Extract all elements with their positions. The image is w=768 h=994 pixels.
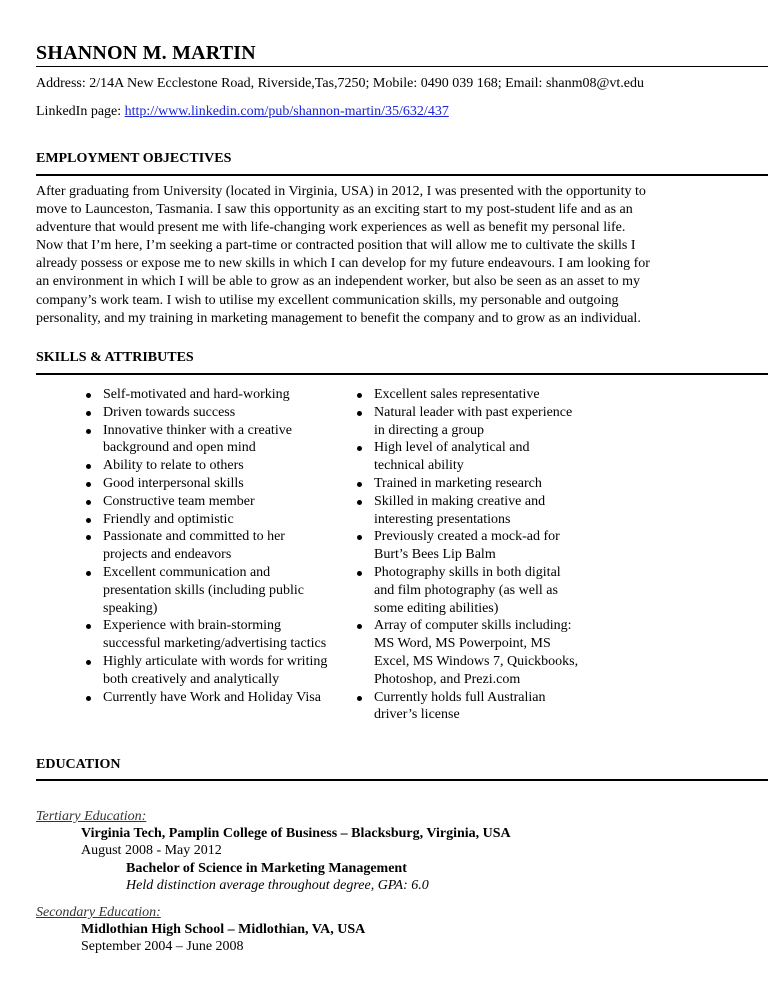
skill-item-text: Excel, MS Windows 7, Quickbooks, (374, 653, 579, 669)
secondary-dates: September 2004 – June 2008 (81, 939, 244, 954)
bullet-icon (86, 500, 91, 505)
bullet-icon (86, 482, 91, 487)
skill-item-text: Excellent communication and (103, 564, 271, 580)
bullet-icon (357, 411, 362, 416)
skills-divider (36, 373, 768, 375)
skills-list-right (357, 386, 578, 724)
skill-item-text: projects and endeavors (103, 547, 232, 563)
linkedin-label: LinkedIn page: (36, 104, 125, 119)
tertiary-dates: August 2008 - May 2012 (81, 843, 222, 858)
bullet-icon (86, 464, 91, 469)
objectives-line: already possess or expose me to new skills in which I can develop for my future endeavours. I am looking for (36, 256, 650, 272)
bullet-icon (357, 696, 362, 701)
skill-item-text: in directing a group (374, 422, 485, 438)
bullet-icon (86, 571, 91, 576)
skill-item-text: speaking) (103, 600, 158, 616)
skill-item-text: Good interpersonal skills (103, 475, 244, 491)
skill-item-text: Innovative thinker with a creative (103, 422, 292, 438)
objectives-line: After graduating from University (located in Virginia, USA) in 2012, I was presented with the opportunity to (36, 184, 646, 199)
bullet-icon (357, 535, 362, 540)
skill-item (86, 564, 327, 617)
skills-list-left (86, 386, 327, 706)
skill-item-text: technical ability (374, 458, 464, 474)
skill-item (357, 617, 578, 688)
objectives-divider (36, 174, 768, 176)
objectives-heading: EMPLOYMENT OBJECTIVES (36, 151, 232, 166)
skill-item (86, 422, 327, 458)
bullet-icon (86, 411, 91, 416)
skill-item (357, 439, 578, 475)
skill-item-text: Burt’s Bees Lip Balm (374, 547, 496, 563)
education-heading: EDUCATION (36, 757, 121, 772)
skill-item (357, 564, 578, 617)
skill-item (357, 528, 578, 564)
skill-item-text: Trained in marketing research (374, 475, 542, 491)
skill-item (86, 404, 327, 422)
candidate-name: SHANNON M. MARTIN (36, 42, 256, 64)
skill-item (86, 653, 327, 689)
skill-item (357, 689, 578, 725)
skill-item-text: some editing abilities) (374, 600, 499, 616)
linkedin-line (36, 104, 449, 120)
skill-item-text: Friendly and optimistic (103, 511, 234, 527)
skill-item-text: Experience with brain-storming (103, 618, 282, 634)
skill-item (86, 617, 327, 653)
skill-item-text: Passionate and committed to her (103, 529, 285, 545)
skill-item-text: Constructive team member (103, 493, 255, 509)
bullet-icon (86, 518, 91, 523)
bullet-icon (86, 535, 91, 540)
degree-note: Held distinction average throughout degree, GPA: 6.0 (126, 878, 429, 893)
skill-item (86, 386, 327, 404)
skill-item-text: High level of analytical and (374, 440, 530, 456)
skill-item-text: Driven towards success (103, 404, 236, 420)
skill-item-text: and film photography (as well as (374, 582, 558, 598)
skill-item-text: Currently have Work and Holiday Visa (103, 689, 321, 705)
bullet-icon (86, 660, 91, 665)
skill-item (357, 475, 578, 493)
tertiary-school: Virginia Tech, Pamplin College of Business – Blacksburg, Virginia, USA (81, 826, 511, 841)
secondary-education-label: Secondary Education: (36, 905, 161, 920)
skill-item (86, 511, 327, 529)
objectives-line: an environment in which I will be able to grow as an independent worker, but also be seen as an asset to my (36, 274, 640, 290)
skill-item-text: Photoshop, and Prezi.com (374, 671, 521, 687)
skill-item-text: successful marketing/advertising tactics (103, 636, 327, 652)
skill-item-text: Currently holds full Australian (374, 689, 546, 705)
bullet-icon (357, 624, 362, 629)
skill-item (86, 689, 327, 707)
linkedin-link[interactable]: http://www.linkedin.com/pub/shannon-martin/35/632/437 (124, 104, 449, 119)
tertiary-education-label: Tertiary Education: (36, 809, 147, 824)
skill-item-text: Ability to relate to others (103, 458, 244, 474)
skill-item-text: Previously created a mock-ad for (374, 529, 560, 545)
skill-item-text: Natural leader with past experience (374, 404, 573, 420)
skill-item-text: Highly articulate with words for writing (103, 653, 328, 669)
objectives-line: company’s work team. I wish to utilise my excellent communication skills, my personable and outgoing (36, 292, 619, 308)
skill-item (86, 475, 327, 493)
skill-item-text: driver’s license (374, 707, 460, 723)
skill-item-text: interesting presentations (374, 511, 511, 527)
contact-address-line: Address: 2/14A New Ecclestone Road, Riverside,Tas,7250; Mobile: 0490 039 168; Email: shanm08@vt.edu (36, 76, 644, 91)
skill-item (86, 457, 327, 475)
bullet-icon (357, 446, 362, 451)
skill-item-text: Skilled in making creative and (374, 493, 546, 509)
skill-item-text: presentation skills (including public (103, 582, 305, 598)
bullet-icon (86, 696, 91, 701)
skills-heading: SKILLS & ATTRIBUTES (36, 350, 194, 365)
skill-item-text: Excellent sales representative (374, 387, 540, 402)
skill-item (357, 493, 578, 529)
bullet-icon (86, 429, 91, 434)
bullet-icon (357, 482, 362, 487)
skill-item (86, 493, 327, 511)
objectives-line: Now that I’m here, I’m seeking a part-time or contracted position that will allow me to cultivate the skills I (36, 238, 636, 254)
skill-item-text: Self-motivated and hard-working (103, 387, 290, 402)
objectives-line: personality, and my training in marketing management to benefit the company and to grow as an individual. (36, 310, 641, 326)
objectives-paragraph (36, 183, 736, 328)
bullet-icon (357, 571, 362, 576)
objectives-line: adventure that would present me with life-changing work experiences as well as benefit my personal life. (36, 220, 626, 236)
skill-item (357, 404, 578, 440)
skill-item-text: background and open mind (103, 440, 256, 456)
skill-item (86, 528, 327, 564)
objectives-line: move to Launceston, Tasmania. I saw this opportunity as an exciting start to my post-student life and as an (36, 202, 633, 218)
header-divider (36, 66, 768, 67)
skill-item-text: Array of computer skills including: (374, 618, 572, 634)
bullet-icon (357, 500, 362, 505)
skill-item (357, 386, 578, 404)
bullet-icon (86, 393, 91, 398)
secondary-school: Midlothian High School – Midlothian, VA, USA (81, 922, 366, 937)
bullet-icon (86, 624, 91, 629)
skill-item-text: MS Word, MS Powerpoint, MS (374, 636, 551, 652)
skill-item-text: Photography skills in both digital (374, 564, 561, 580)
skill-item-text: both creatively and analytically (103, 671, 280, 687)
bullet-icon (357, 393, 362, 398)
degree-title: Bachelor of Science in Marketing Management (126, 861, 407, 876)
education-divider (36, 779, 768, 781)
